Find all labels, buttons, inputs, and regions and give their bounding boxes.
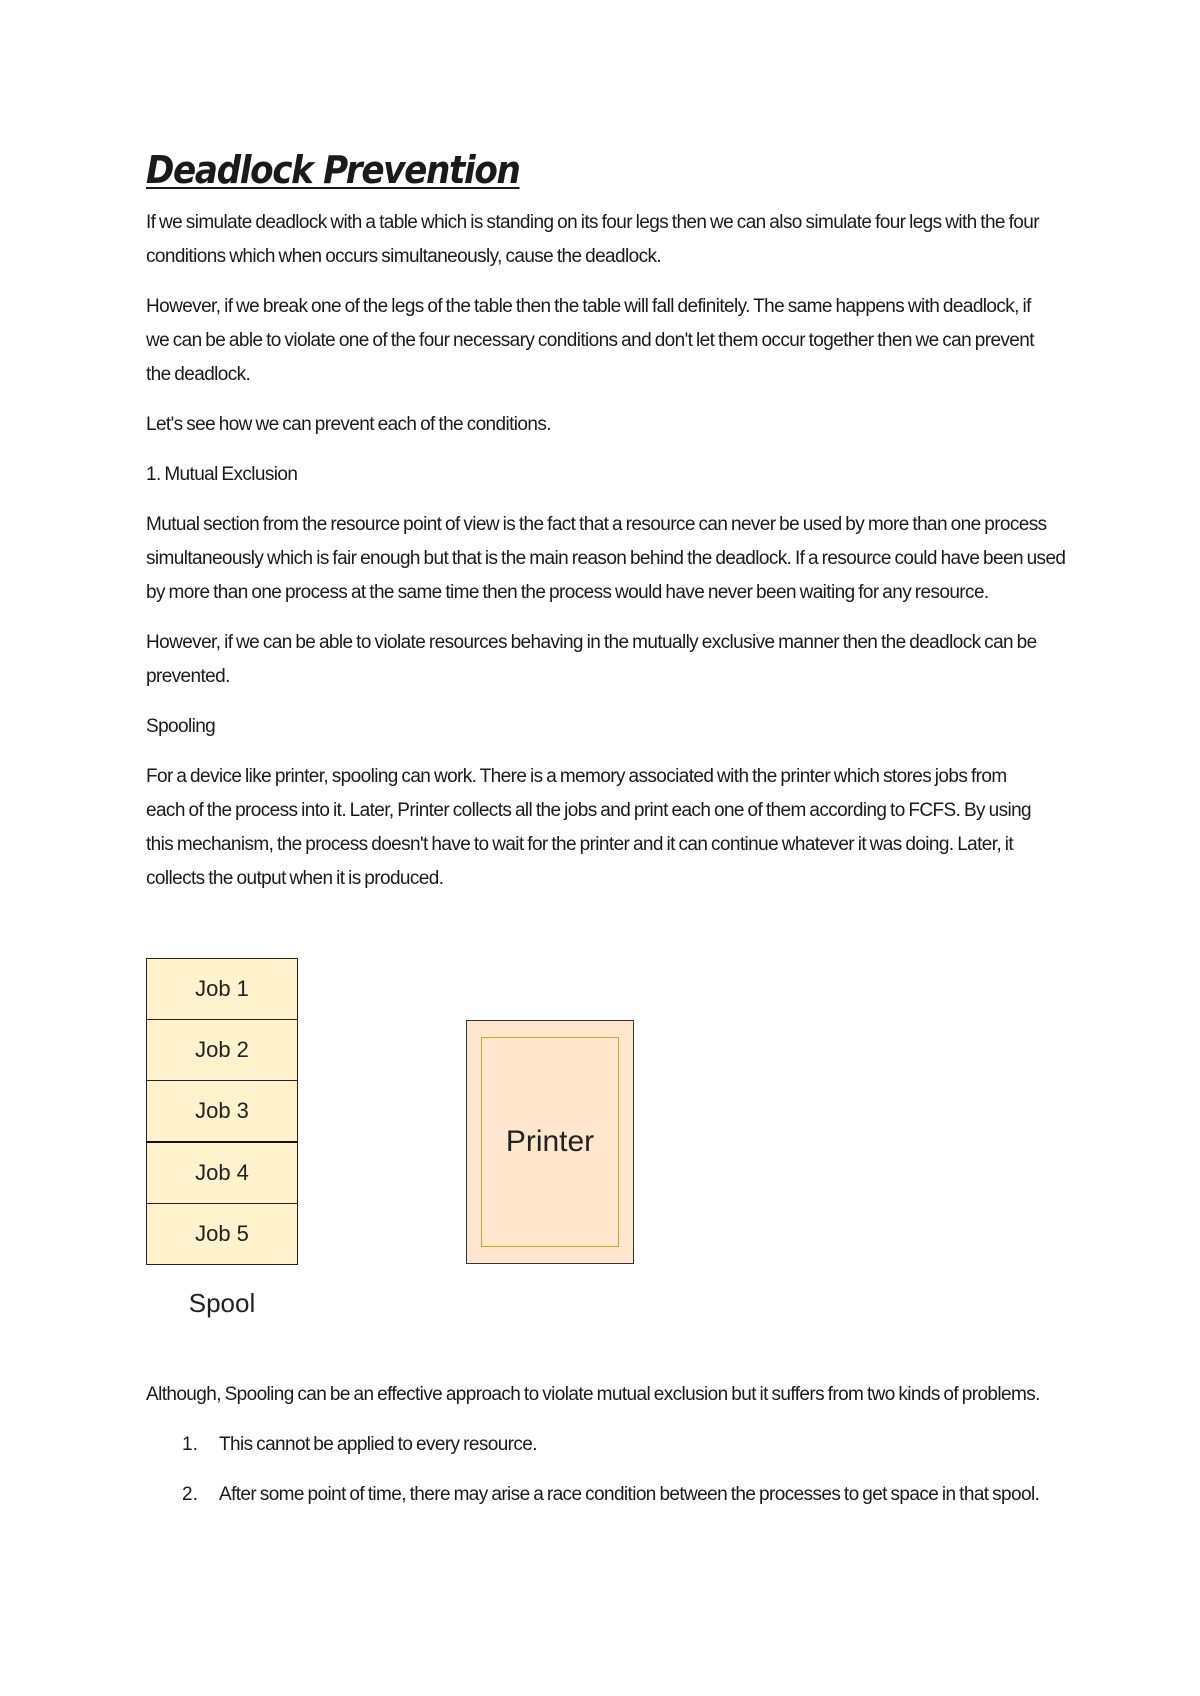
- paragraph-spooling: For a device like printer, spooling can work. There is a memory associated with the printer which stores jobs from each of the process into it. Later, Printer collects all the jobs and print each one of them according to FCFS. By using this mechanism, the process doesn't have to wait for the printer and it can continue whatever it was doing. Later, it collects the output when it is produced.: [146, 765, 1032, 889]
- problems-list: [146, 1428, 1086, 1512]
- paragraph-violate-resources: However, if we can be able to violate resources behaving in the mutually exclusive manner then the deadlock can be prevented.: [146, 631, 1037, 687]
- list-text: After some point of time, there may arise a race condition between the processes to get space in that spool.: [219, 1484, 1040, 1505]
- printer-label: Printer: [481, 1037, 619, 1247]
- paragraph-closing: Although, Spooling can be an effective approach to violate mutual exclusion but it suffers from two kinds of problems.: [146, 1384, 1040, 1405]
- section-heading-mutual-exclusion: 1. Mutual Exclusion: [146, 463, 298, 485]
- paragraph-break-leg: However, if we break one of the legs of the table then the table will fall definitely. The same happens with deadlock, if we can be able to violate one of the four necessary conditions and don't let them occur together then we can prevent the deadlock.: [146, 295, 1034, 385]
- spool-job: Job 5: [146, 1203, 298, 1265]
- paragraph-intro: If we simulate deadlock with a table which is standing on its four legs then we can also simulate four legs with the four conditions which when occurs simultaneously, cause the deadlock.: [146, 211, 1039, 267]
- spool-job: Job 3: [146, 1080, 298, 1141]
- list-number: 2.: [182, 1484, 198, 1505]
- printer-box: [466, 1020, 634, 1264]
- spool-label: Spool: [188, 1288, 256, 1318]
- list-item: [146, 1428, 1086, 1462]
- spool-job: Job 4: [146, 1141, 298, 1203]
- page-title: Deadlock Prevention: [146, 148, 520, 192]
- list-text: This cannot be applied to every resource.: [219, 1434, 537, 1455]
- spool-job: Job 1: [146, 958, 298, 1019]
- section-heading-spooling: Spooling: [146, 715, 216, 737]
- spool-job: Job 2: [146, 1019, 298, 1080]
- spool-stack: [146, 958, 298, 1265]
- closing-section: [146, 1378, 1086, 1528]
- list-number: 1.: [182, 1434, 198, 1455]
- document-body: [146, 150, 1066, 912]
- list-item: [146, 1478, 1086, 1512]
- spool-diagram: [146, 958, 666, 1338]
- paragraph-mutual-section: Mutual section from the resource point of view is the fact that a resource can never be used by more than one process simultaneously which is fair enough but that is the main reason behind the deadlock. If a resource could have been used by more than one process at the same time then the process would have never been waiting for any resource.: [146, 513, 1066, 603]
- paragraph-prevent-each: Let's see how we can prevent each of the conditions.: [146, 413, 551, 435]
